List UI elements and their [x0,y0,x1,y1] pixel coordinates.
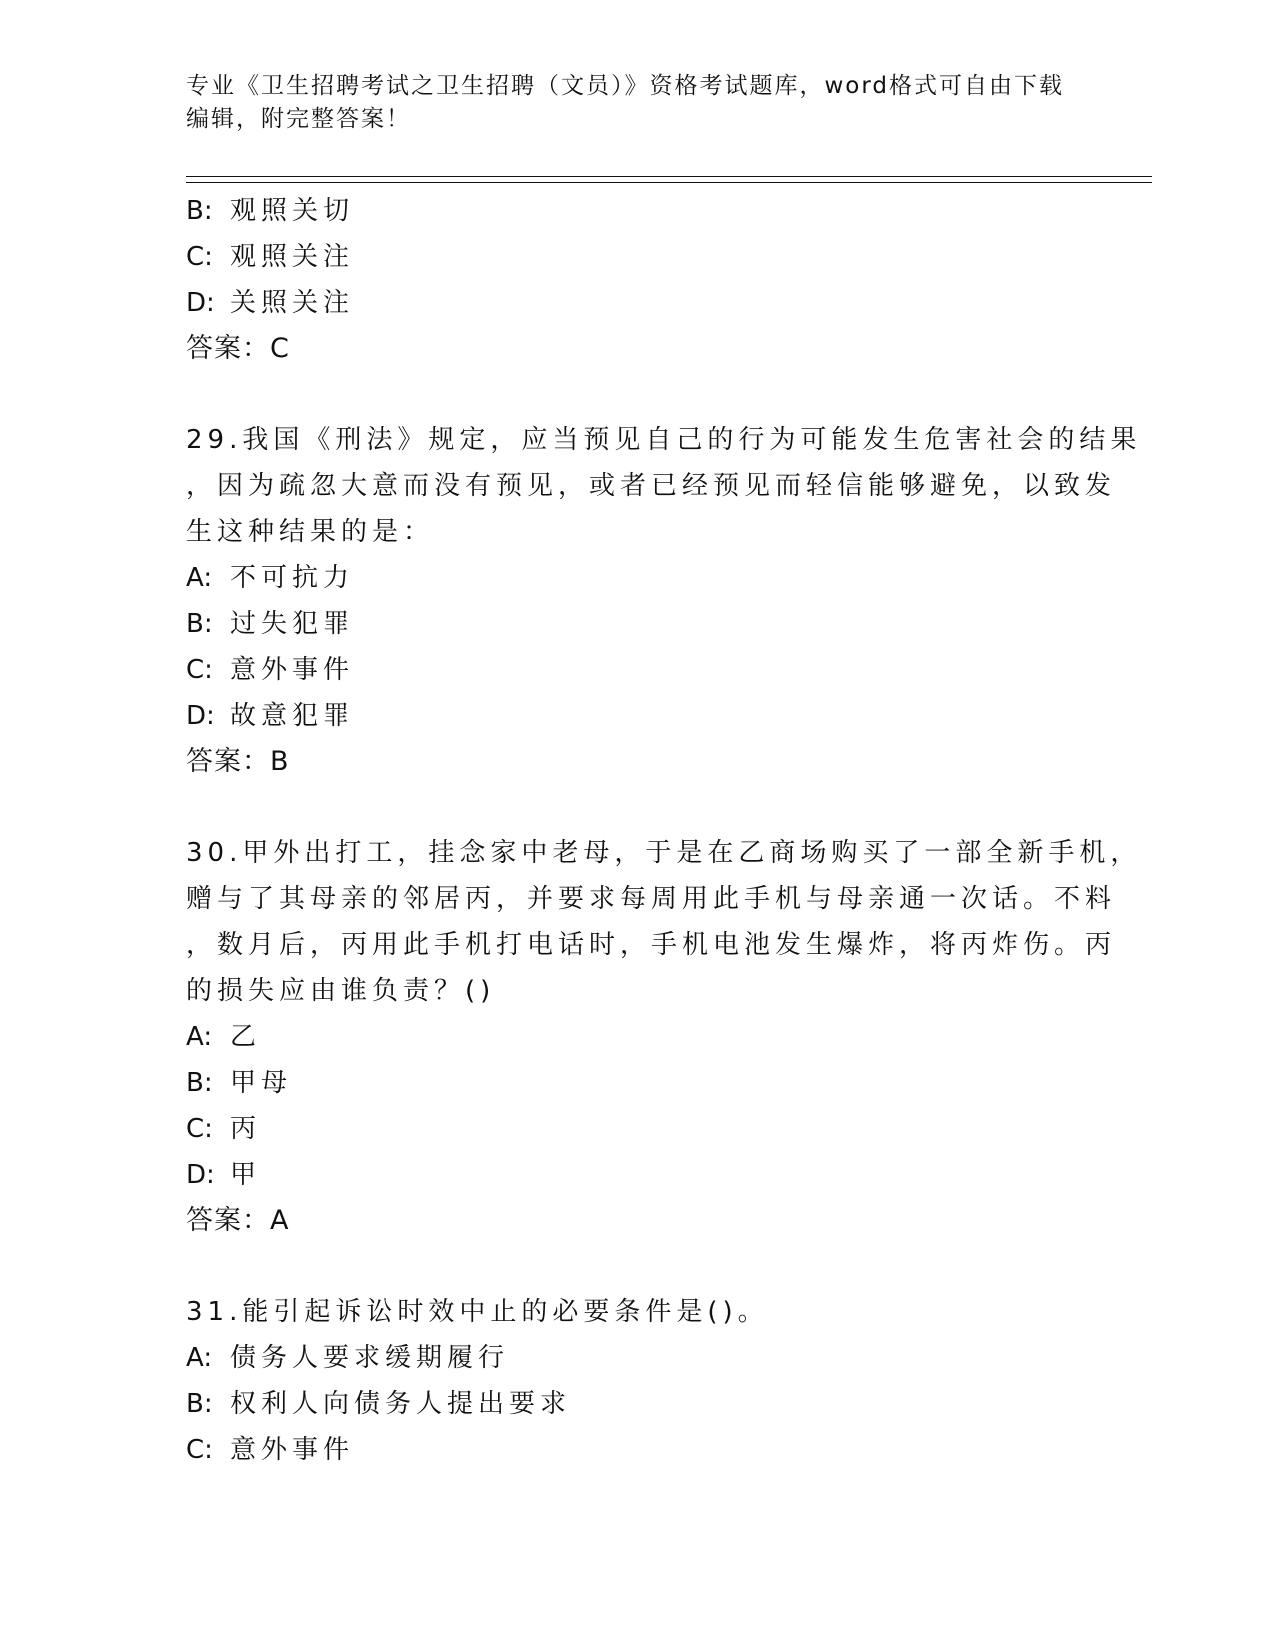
question-30 [186,830,1152,1244]
option-a: A: 债务人要求缓期履行 [186,1343,510,1373]
header-rule-top [186,176,1152,177]
option-b: B: 甲母 [186,1068,293,1098]
question-28-partial [186,188,1152,372]
question-text-line: 的损失应由谁负责？() [186,976,496,1006]
option-d: D: 关照关注 [186,288,355,318]
option-d: D: 甲 [186,1160,262,1190]
answer: 答案：C [186,333,290,364]
question-text-line: 31.能引起诉讼时效中止的必要条件是()。 [186,1297,769,1327]
option-c: C: 意外事件 [186,1435,355,1465]
option-b: B: 观照关切 [186,196,355,226]
question-text-line: 30.甲外出打工，挂念家中老母，于是在乙商场购买了一部全新手机， [186,838,1142,868]
option-c: C: 意外事件 [186,655,355,685]
question-31 [186,1289,1152,1473]
option-d: D: 故意犯罪 [186,701,355,731]
header-line-1: 专业《卫生招聘考试之卫生招聘（文员）》资格考试题库，word格式可自由下载 [186,73,1065,99]
option-c: C: 观照关注 [186,242,355,272]
question-text-line: 生这种结果的是： [186,517,435,547]
question-text-line: ，数月后，丙用此手机打电话时，手机电池发生爆炸，将丙炸伤。丙 [186,930,1117,960]
header-line-2: 编辑，附完整答案！ [186,106,411,132]
answer: 答案：A [186,1205,290,1236]
question-29 [186,417,1152,785]
document-header [186,70,1086,136]
option-a: A: 乙 [186,1022,262,1052]
question-text-line: 赠与了其母亲的邻居丙，并要求每周用此手机与母亲通一次话。不料 [186,884,1117,914]
header-rule-bottom [186,182,1152,183]
option-b: B: 过失犯罪 [186,609,355,639]
option-b: B: 权利人向债务人提出要求 [186,1389,572,1419]
document-body [186,188,1152,1473]
question-text-line: ，因为疏忽大意而没有预见，或者已经预见而轻信能够避免，以致发 [186,471,1117,501]
option-c: C: 丙 [186,1114,262,1144]
answer: 答案：B [186,746,290,777]
option-a: A: 不可抗力 [186,563,355,593]
question-text-line: 29.我国《刑法》规定，应当预见自己的行为可能发生危害社会的结果 [186,425,1142,455]
